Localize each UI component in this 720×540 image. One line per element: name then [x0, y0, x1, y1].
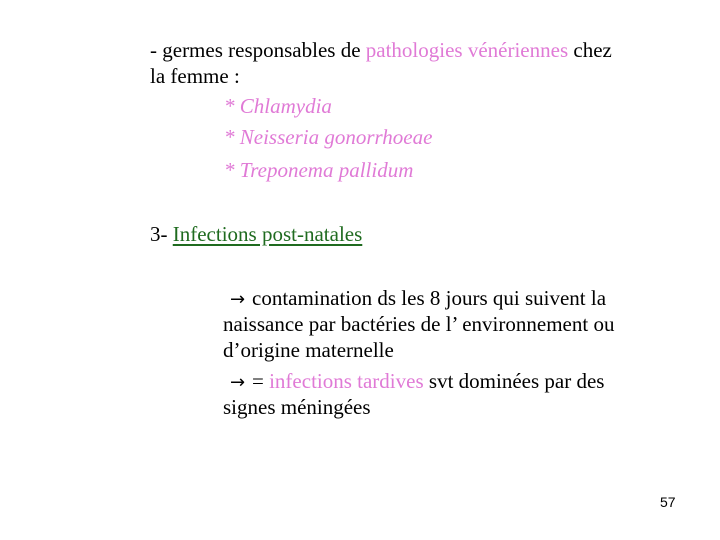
- intro-line-2: la femme :: [150, 64, 240, 88]
- intro-line-1: [150, 37, 612, 63]
- right-arrow-icon: →: [230, 372, 246, 393]
- germ-item-neisseria: * Neisseria gonorrhoeae: [224, 125, 433, 149]
- right-arrow-icon: →: [230, 289, 246, 310]
- bullet-1-line-2: naissance par bactéries de l’ environnement ou: [223, 312, 615, 336]
- bullet-1-text-1: contamination ds les 8 jours qui suivent la: [252, 286, 607, 310]
- bullet-2-highlight: infections tardives: [269, 369, 424, 393]
- germ-item-treponema: * Treponema pallidum: [224, 158, 414, 182]
- intro-highlight: pathologies vénériennes: [365, 38, 569, 62]
- bullet-1-line-3: d’origine maternelle: [223, 338, 394, 362]
- germ-item-chlamydia: * Chlamydia: [224, 94, 332, 118]
- section-heading: [150, 221, 362, 247]
- bullet-1-line-1: [230, 285, 606, 313]
- bullet-2-prefix: =: [252, 369, 270, 393]
- bullet-2-suffix: svt dominées par des: [423, 369, 605, 393]
- intro-suffix: chez: [568, 38, 612, 62]
- page-number: 57: [660, 494, 676, 510]
- section-title: Infections post-natales: [172, 222, 363, 246]
- bullet-2-line-2: signes méningées: [223, 395, 371, 419]
- intro-prefix: - germes responsables de: [150, 38, 366, 62]
- bullet-2-line-1: [230, 368, 604, 396]
- section-number: 3-: [150, 222, 173, 246]
